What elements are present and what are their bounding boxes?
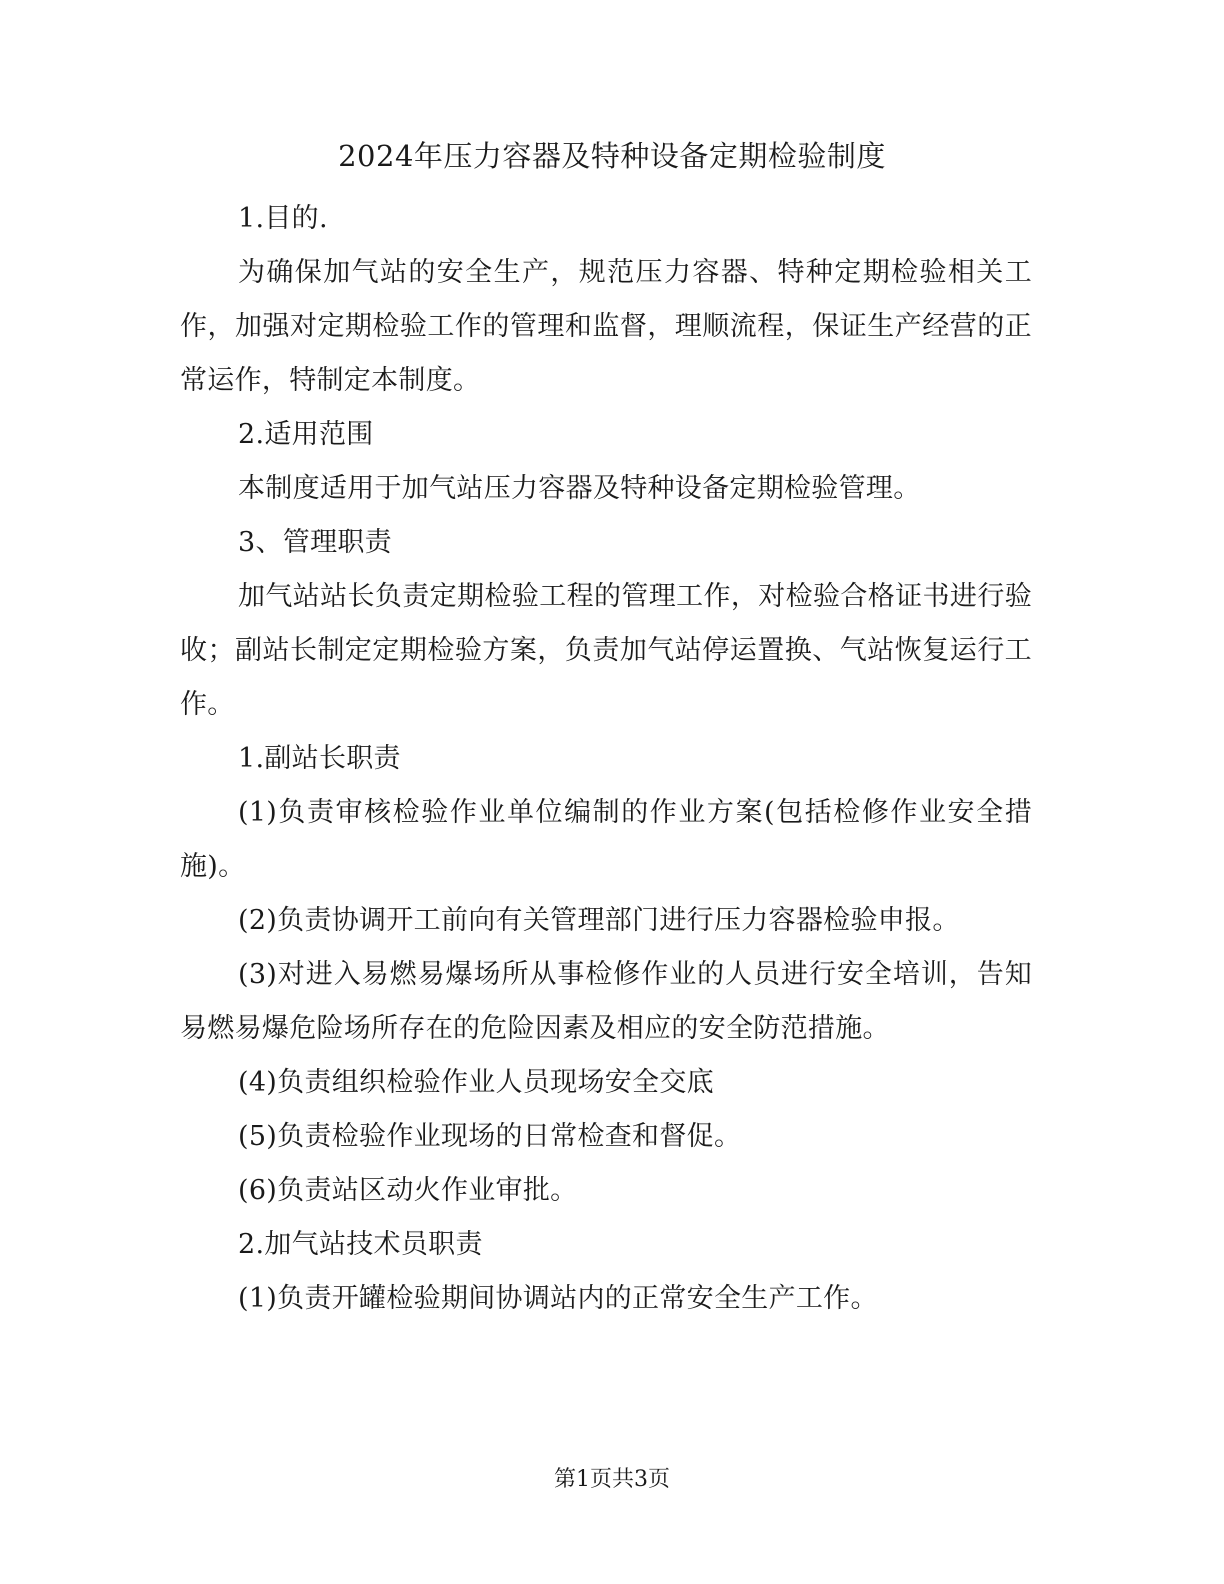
- paragraph: (6)负责站区动火作业审批。: [238, 1175, 578, 1206]
- paragraph: 本制度适用于加气站压力容器及特种设备定期检验管理。: [238, 473, 921, 504]
- document-title: 2024年压力容器及特种设备定期检验制度: [338, 139, 886, 173]
- paragraph: (1)负责开罐检验期间协调站内的正常安全生产工作。: [238, 1283, 878, 1314]
- paragraph: 3、管理职责: [238, 527, 392, 558]
- paragraph: 1.副站长职责: [238, 743, 401, 774]
- paragraph: (2)负责协调开工前向有关管理部门进行压力容器检验申报。: [238, 905, 960, 936]
- paragraph: (5)负责检验作业现场的日常检查和督促。: [238, 1121, 742, 1152]
- paragraph: 2.加气站技术员职责: [238, 1229, 483, 1260]
- paragraph: (1)负责审核检验作业单位编制的作业方案(包括检修作业安全措施)。: [180, 797, 1032, 882]
- paragraph: (4)负责组织检验作业人员现场安全交底: [238, 1067, 714, 1098]
- document-body: [180, 192, 1032, 1326]
- paragraph: 1.目的.: [238, 203, 328, 234]
- paragraph: 2.适用范围: [238, 419, 374, 450]
- paragraph: (3)对进入易燃易爆场所从事检修作业的人员进行安全培训，告知易燃易爆危险场所存在的危险因素及相应的安全防范措施。: [180, 959, 1032, 1044]
- paragraph: 为确保加气站的安全生产，规范压力容器、特种定期检验相关工作，加强对定期检验工作的管理和监督，理顺流程，保证生产经营的正常运作，特制定本制度。: [180, 257, 1032, 396]
- page-number-footer: 第1页共3页: [554, 1467, 670, 1492]
- paragraph: 加气站站长负责定期检验工程的管理工作，对检验合格证书进行验收；副站长制定定期检验方案，负责加气站停运置换、气站恢复运行工作。: [180, 581, 1032, 720]
